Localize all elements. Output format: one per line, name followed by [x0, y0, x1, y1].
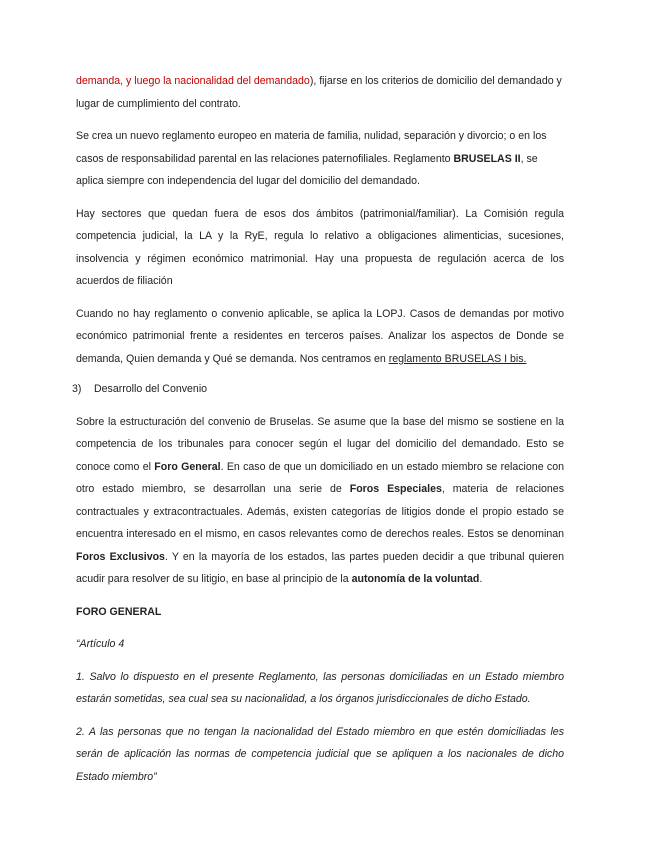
bold-term: Foros Exclusivos: [76, 550, 165, 563]
paragraph-text: Se crea un nuevo reglamento europeo en materia de familia, nulidad, separación y divorcio; o en los casos de responsabilidad parental en las relaciones paternofiliales. Reglamento: [76, 130, 547, 165]
paragraph-sectores: Hay sectores que quedan fuera de esos dos ámbitos (patrimonial/familiar). La Comisión regula competencia judicial, la LA y la RyE, regula lo relativo a obligaciones alimenticias, sucesiones, insolvencia y régimen económico matrimonial. Hay una propuesta de regulación acerca de los acuerdos de filiación: [76, 207, 564, 287]
bold-term: Foro General: [154, 460, 221, 473]
paragraph-text: Sobre la estructuración del convenio de Bruselas. Se asume que la base del mismo se sostiene en la competencia de los tribunales para conocer según el lugar del domicilio del demandado. Esto se conoce como el: [76, 415, 564, 473]
underlined-reference: reglamento BRUSELAS I bis.: [388, 352, 527, 365]
section-title: Desarrollo del Convenio: [94, 383, 208, 395]
paragraph-bruselas-ii: [76, 125, 564, 193]
articulo-clause-2: 2. A las personas que no tengan la nacionalidad del Estado miembro en que estén domiciliadas les serán de aplicación las normas de competencia judicial que se apliquen a los nacionales de dicho Estado miembro”: [76, 725, 564, 783]
paragraph-text: , se aplica siempre con independencia del lugar del domicilio del demandado.: [76, 152, 538, 187]
paragraph-text: ), fijarse en los criterios de domicilio del demandado y lugar de cumplimiento del contrato.: [76, 75, 562, 110]
section-heading: [72, 378, 564, 401]
articulo-clause-1: 1. Salvo lo dispuesto en el presente Reglamento, las personas domiciliadas en un Estado miembro estarán sometidas, sea cual sea su nacionalidad, a los órganos jurisdiccionales de dicho Estado.: [76, 670, 564, 705]
paragraph-text: .: [479, 573, 483, 585]
paragraph-text: . Y en la mayoría de los estados, las partes pueden decidir a que tribunal quieren acudir para resolver de su litigio, en base al principio de la: [76, 550, 564, 585]
paragraph-lopj: [76, 303, 564, 371]
red-highlighted-text: demanda, y luego la nacionalidad del demandado: [76, 75, 310, 87]
paragraph-continuation: [76, 70, 564, 115]
bold-term: autonomía de la voluntad: [351, 573, 480, 585]
paragraph-text: , materia de relaciones contractuales y extracontractuales. Además, existen categorías de litigios donde el propio estado se encuentra interesado en el mismo, en casos relevantes como de derechos reales. Estos se denominan: [76, 483, 565, 540]
foro-general-heading: FORO GENERAL: [76, 605, 162, 618]
document-page: [72, 70, 565, 788]
section-number: 3): [72, 383, 82, 395]
paragraph-convenio: [76, 411, 564, 591]
articulo-title: “Artículo 4: [76, 638, 125, 650]
bold-term: Foros Especiales: [349, 483, 442, 495]
paragraph-text: . En caso de que un domiciliado en un estado miembro se relacione con otro estado miembro, se desarrollan una serie de: [76, 460, 564, 495]
paragraph-text: Cuando no hay reglamento o convenio aplicable, se aplica la LOPJ. Casos de demandas por motivo económico patrimonial frente a residentes en terceros países. Analizar los aspectos de Donde se demanda, Quien demanda y Qué se demanda. Nos centramos en: [76, 307, 564, 365]
bold-term: BRUSELAS II: [453, 152, 521, 165]
